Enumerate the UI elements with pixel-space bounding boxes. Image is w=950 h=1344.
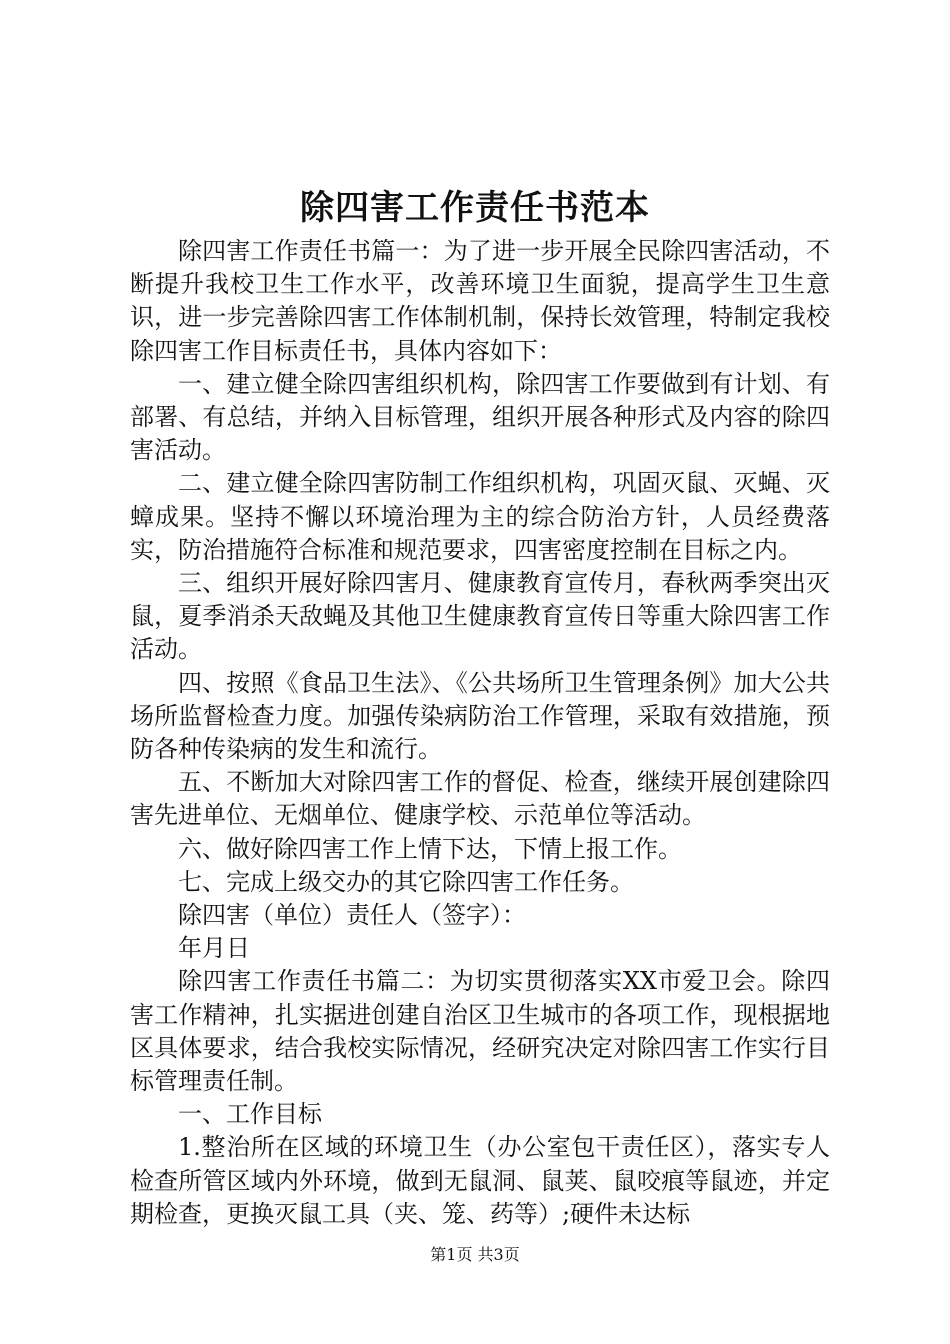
paragraph: 五、不断加大对除四害工作的督促、检查，继续开展创建除四害先进单位、无烟单位、健康学校、示范单位等活动。 bbox=[130, 768, 830, 830]
document-title: 除四害工作责任书范本 bbox=[300, 188, 650, 228]
paragraph: 四、按照《食品卫生法》、《公共场所卫生管理条例》加大公共场所监督检查力度。加强传染病防治工作管理，采取有效措施，预防各种传染病的发生和流行。 bbox=[130, 668, 830, 764]
document-body bbox=[130, 235, 830, 1231]
section-heading: 一、工作目标 bbox=[178, 1100, 322, 1129]
signature-line: 除四害（单位）责任人（签字）： bbox=[178, 901, 526, 930]
paragraph: 七、完成上级交办的其它除四害工作任务。 bbox=[178, 867, 634, 896]
date-line: 年月日 bbox=[178, 934, 250, 963]
paragraph: 三、组织开展好除四害月、健康教育宣传月，春秋两季突出灭鼠，夏季消杀天敌蝇及其他卫生健康教育宣传日等重大除四害工作活动。 bbox=[130, 569, 830, 664]
paragraph: 除四害工作责任书篇一：为了进一步开展全民除四害活动，不断提升我校卫生工作水平，改善环境卫生面貌，提高学生卫生意识，进一步完善除四害工作体制机制，保持长效管理，特制定我校除四害工作目标责任书，具体内容如下： bbox=[130, 237, 830, 365]
paragraph: 除四害工作责任书篇二：为切实贯彻落实XX市爱卫会。除四害工作精神，扎实据进创建自治区卫生城市的各项工作，现根据地区具体要求，结合我校实际情况，经研究决定对除四害工作实行目标管理责任制。 bbox=[130, 967, 830, 1096]
paragraph: 一、建立健全除四害组织机构，除四害工作要做到有计划、有部署、有总结，并纳入目标管理，组织开展各种形式及内容的除四害活动。 bbox=[130, 369, 830, 465]
paragraph: 1.整治所在区域的环境卫生（办公室包干责任区），落实专人检查所管区域内外环境，做到无鼠洞、鼠荚、鼠咬痕等鼠迹，并定期检查，更换灭鼠工具（夹、笼、药等）;硬件未达标 bbox=[130, 1133, 830, 1228]
paragraph: 二、建立健全除四害防制工作组织机构，巩固灭鼠、灭蝇、灭蟑成果。坚持不懈以环境治理为主的综合防治方针，人员经费落实，防治措施符合标准和规范要求，四害密度控制在目标之内。 bbox=[130, 469, 830, 564]
page-footer: 第1页 共3页 bbox=[430, 1245, 520, 1264]
paragraph: 六、做好除四害工作上情下达，下情上报工作。 bbox=[178, 834, 682, 863]
